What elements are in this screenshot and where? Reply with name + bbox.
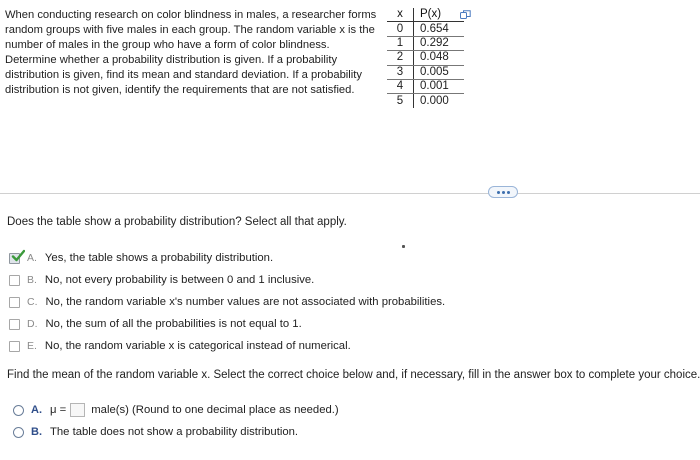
problem-statement: When conducting research on color blindness in males, a researcher forms random groups with five males in each group. The random variable x is the number of males in the group who have a form of color blindness. Determine whether a probability distribution is given. If a probability distribution is given, find its mean and standard deviation. If a probability distribution is not given, identify the requirements that are not satisfied. xyxy=(5,9,377,96)
checkbox-a[interactable] xyxy=(9,253,20,264)
option-c-checkbox-row[interactable] xyxy=(9,296,445,308)
mean-answer-input[interactable] xyxy=(70,403,85,417)
table-row xyxy=(387,51,464,65)
cell-x: 5 xyxy=(387,94,414,108)
dot-icon xyxy=(502,191,505,194)
checkbox-b[interactable] xyxy=(9,275,20,286)
option-e-checkbox-row[interactable] xyxy=(9,340,351,352)
option-a-radio-row[interactable] xyxy=(13,403,339,417)
option-text: No, the random variable x's number values are not associated with probabilities. xyxy=(45,296,446,308)
option-letter: B. xyxy=(27,274,37,286)
cell-x: 1 xyxy=(387,36,414,50)
checkbox-e[interactable] xyxy=(9,341,20,352)
table-row xyxy=(387,65,464,79)
dot-icon xyxy=(497,191,500,194)
option-letter: D. xyxy=(27,318,38,330)
option-suffix: male(s) (Round to one decimal place as needed.) xyxy=(91,404,339,416)
option-letter: C. xyxy=(27,296,38,308)
table-row xyxy=(387,79,464,93)
question-1-prompt: Does the table show a probability distribution? Select all that apply. xyxy=(7,216,347,228)
probability-table xyxy=(387,8,464,108)
checkmark-icon xyxy=(11,249,25,263)
mu-label: μ = xyxy=(50,404,67,416)
cell-p: 0.048 xyxy=(414,51,465,65)
header-x: x xyxy=(387,8,414,22)
cell-x: 3 xyxy=(387,65,414,79)
table-row xyxy=(387,36,464,50)
option-text: The table does not show a probability distribution. xyxy=(50,426,299,438)
dot-icon xyxy=(507,191,510,194)
more-options-button[interactable] xyxy=(488,186,518,198)
radio-b[interactable] xyxy=(13,427,24,438)
copy-icon[interactable] xyxy=(460,10,471,19)
option-text: No, the sum of all the probabilities is not equal to 1. xyxy=(45,318,302,330)
checkbox-d[interactable] xyxy=(9,319,20,330)
option-letter: A. xyxy=(27,252,37,264)
cell-x: 2 xyxy=(387,51,414,65)
checkbox-c[interactable] xyxy=(9,297,20,308)
table-row xyxy=(387,94,464,108)
cell-p: 0.292 xyxy=(414,36,465,50)
section-divider xyxy=(0,193,700,194)
cell-p: 0.001 xyxy=(414,79,465,93)
cell-p: 0.005 xyxy=(414,65,465,79)
cell-x: 4 xyxy=(387,79,414,93)
question-2-prompt: Find the mean of the random variable x. Select the correct choice below and, if necessary, fill in the answer box to complete your choice. xyxy=(7,369,700,381)
option-letter: A. xyxy=(31,404,42,416)
mouse-cursor-icon xyxy=(402,245,405,248)
option-letter: E. xyxy=(27,340,37,352)
cell-x: 0 xyxy=(387,22,414,36)
table-row xyxy=(387,22,464,36)
option-b-checkbox-row[interactable] xyxy=(9,274,314,286)
option-a-checkbox-row[interactable] xyxy=(9,252,273,264)
radio-a[interactable] xyxy=(13,405,24,416)
cell-p: 0.654 xyxy=(414,22,465,36)
option-b-radio-row[interactable] xyxy=(13,426,298,438)
option-d-checkbox-row[interactable] xyxy=(9,318,302,330)
option-letter: B. xyxy=(31,426,42,438)
option-text: No, the random variable x is categorical instead of numerical. xyxy=(44,340,351,352)
cell-p: 0.000 xyxy=(420,94,449,107)
option-text: No, not every probability is between 0 and 1 inclusive. xyxy=(44,274,315,286)
option-text: Yes, the table shows a probability distribution. xyxy=(44,252,274,264)
header-px: P(x) xyxy=(414,8,465,22)
